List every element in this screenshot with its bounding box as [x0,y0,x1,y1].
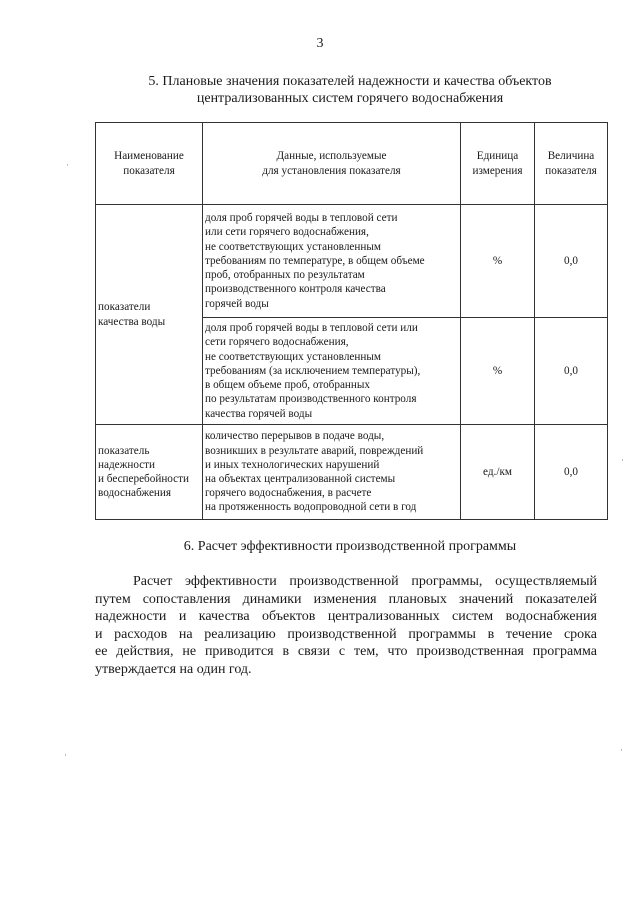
row3-unit-cell: ед./км [461,425,535,520]
margin-tick-mark: · [66,160,69,170]
row1-data-cell: доля проб горячей воды в тепловой сети или сети горячего водоснабжения, не соответствующих установленным требованиям по температуре, в общем объеме проб, отобранных по результатам производственного контроля качества горячей воды [203,205,461,318]
paragraph-line: Расчет эффективности производственной программы, осуществляемый [133,574,597,589]
header-indicator-name: Наименование показателя [96,123,203,205]
row2-unit-cell: % [461,318,535,425]
paragraph-line: утверждается на один год. [95,661,252,677]
row1-unit-cell: % [461,205,535,318]
reliability-group-cell: показатель надежности и бесперебойности водоснабжения [96,425,203,520]
section-5-title-line: 5. Плановые значения показателей надежности и качества объектов [148,74,552,89]
row3-value-cell: 0,0 [535,425,608,520]
header-unit: Единица измерения [461,123,535,205]
row2-value-cell: 0,0 [535,318,608,425]
header-data-used: Данные, используемые для установления показателя [203,123,461,205]
header-value: Величина показателя [535,123,608,205]
indicators-table [95,122,608,520]
margin-tick-mark: · [620,745,623,755]
page-number: 3 [316,36,324,51]
paragraph-line: и расходов на реализацию производственной программы в течение срока [95,626,597,642]
section-6-title: 6. Расчет эффективности производственной программы [183,539,517,554]
table-row [96,205,608,318]
row2-data-cell: доля проб горячей воды в тепловой сети или сети горячего водоснабжения, не соответствующих установленным требованиям (за исключением температуры), в общем объеме проб, отобранных по результатам производственного контроля качества горячей воды [203,318,461,425]
row1-value-cell: 0,0 [535,205,608,318]
section-5-title-line: централизованных систем горячего водоснабжения [196,91,504,106]
water-quality-group-cell: показатели качества воды [96,205,203,425]
table-row [96,425,608,520]
margin-tick-mark: · [64,750,67,760]
section-6-paragraph [95,573,597,678]
paragraph-line: надежности и качества объектов централизованных систем водоснабжения [95,609,597,624]
paragraph-line: ее действия, не приводится в связи с тем, что производственная программа [95,644,597,659]
section-5-title [60,73,640,107]
table-header-row [96,123,608,205]
row3-data-cell: количество перерывов в подаче воды, возникших в результате аварий, повреждений и иных технологических нарушений на объектах централизованной системы горячего водоснабжения, в расчете на протяженность водопроводной сети в год [203,425,461,520]
margin-tick-mark: · [621,455,624,465]
paragraph-line: путем сопоставления динамики изменения плановых значений показателей [95,591,597,607]
